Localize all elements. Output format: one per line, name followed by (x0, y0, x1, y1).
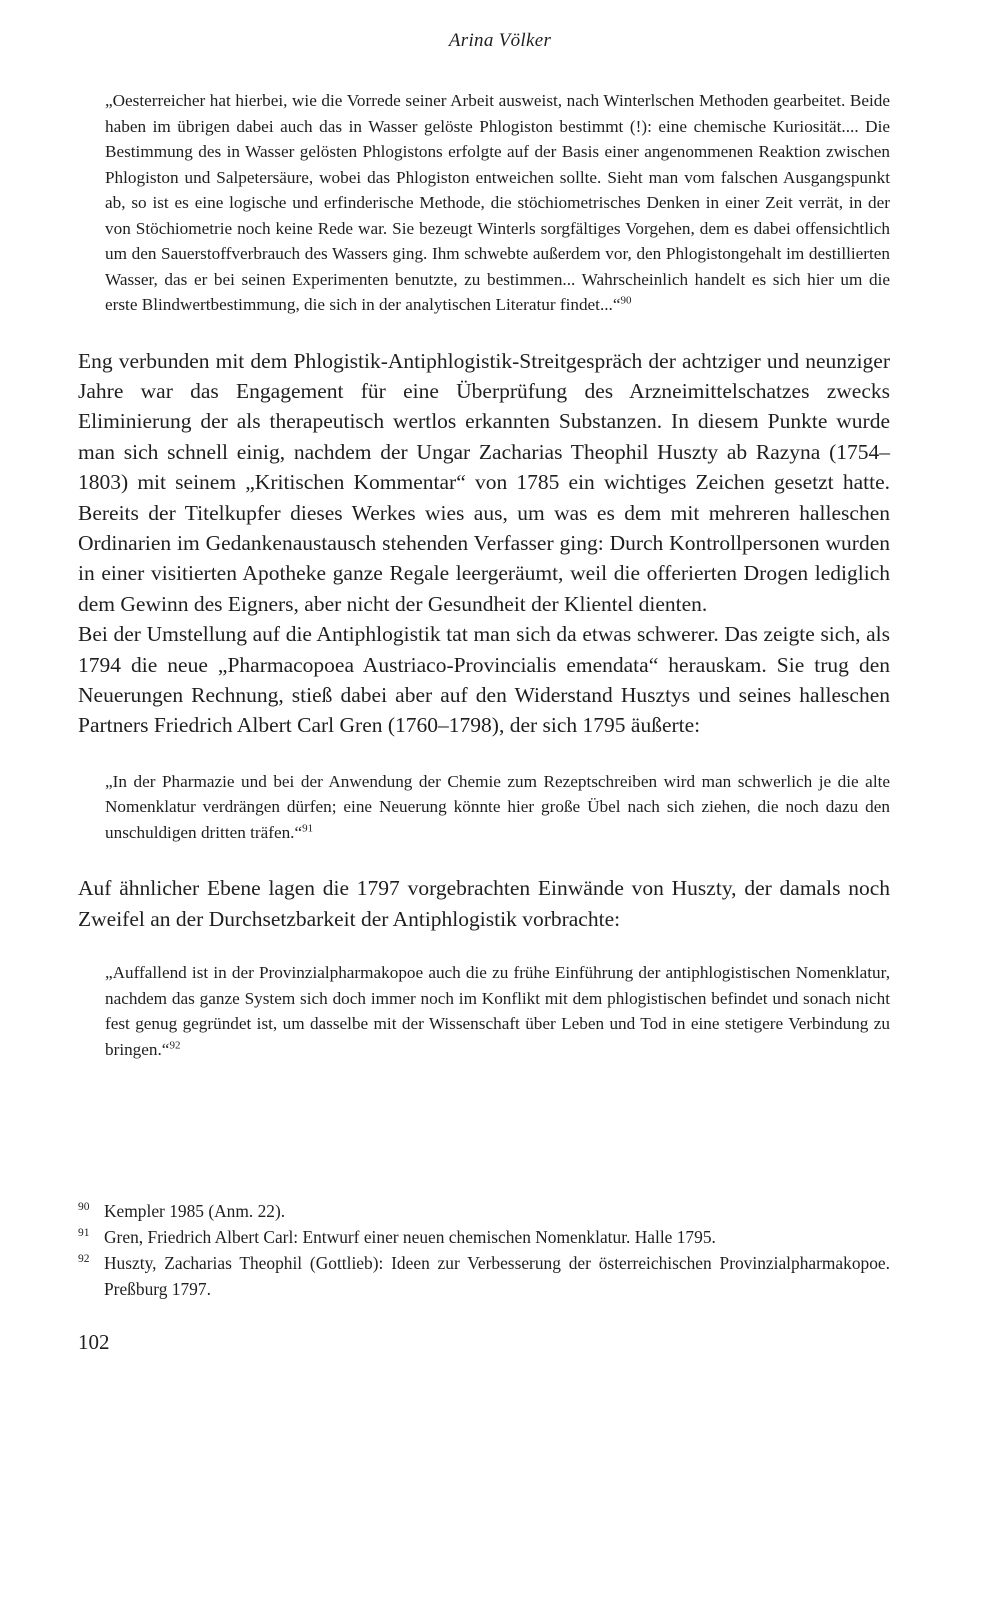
footnote (78, 1198, 890, 1224)
quote-text: „Oesterreicher hat hierbei, wie die Vorrede seiner Arbeit ausweist, nach Winterlschen Methoden gearbeitet. Beide haben im übrigen dabei auch das in Wasser gelöste Phlogiston bestimmt (!): eine chemische Kuriosität.... Die Bestimmung des in Wasser gelösten Phlogistons erfolgte auf der Basis einer angenommenen Reaktion zwischen Phlogiston und Salpetersäure, wobei das Phlogiston entweichen sollte. Sieht man vom falschen Ausgangspunkt ab, so ist es eine logische und erfinderische Methode, die stöchiometrisches Denken in einer Zeit verrät, in der von Stöchiometrie noch keine Rede war. Sie bezeugt Winterls sorgfältiges Vorgehen, dem es dabei offensichtlich um den Sauerstoffverbrauch des Wassers ging. Ihm schwebte außerdem vor, den Phlogistongehalt im destillierten Wasser, das er bei seinen Experimenten benutzte, zu bestimmen... Wahrscheinlich handelt es sich hier um die erste Blindwertbestimmung, die sich in der analytischen Literatur findet...“ (105, 91, 890, 314)
footnote (78, 1250, 890, 1302)
footnote-number: 91 (78, 1227, 90, 1239)
body-paragraph: Eng verbunden mit dem Phlogistik-Antiphlogistik-Streitgespräch der achtziger und neunziger Jahre war das Engagement für eine Überprüfung des Arzneimittelschatzes zwecks Eliminierung der als therapeutisch wertlos erkannten Substanzen. In diesem Punkte wurde man sich schnell einig, nachdem der Ungar Zacharias Theophil Huszty ab Razyna (1754–1803) mit seinem „Kritischen Kommentar“ von 1785 ein wichtiges Zeichen gesetzt hatte. Bereits der Titelkupfer dieses Werkes wies aus, um was es dem mit mehreren halleschen Ordinarien im Gedankenaustausch stehenden Verfasser ging: Durch Kontrollpersonen wurden in einer visitierten Apotheke ganze Regale leergeräumt, weil die offerierten Drogen lediglich dem Gewinn des Eigners, aber nicht der Gesundheit der Klientel dienten. (78, 348, 890, 616)
running-head: Arina Völker (448, 30, 552, 51)
block-quote (105, 960, 890, 1062)
footnote (78, 1224, 890, 1250)
main-text (78, 88, 890, 1062)
block-quote (105, 88, 890, 318)
footnote-text: Huszty, Zacharias Theophil (Gottlieb): Ideen zur Verbesserung der österreichischen Provinzialpharmakopoe. Preßburg 1797. (104, 1253, 890, 1299)
footnote-number: 92 (78, 1253, 90, 1265)
quote-text: „Auffallend ist in der Provinzialpharmakopoe auch die zu frühe Einführung der antiphlogistischen Nomenklatur, nachdem das ganze System sich doch immer noch im Konflikt mit dem phlogistischen befindet und sonach nicht fest genug gegründet ist, um dasselbe mit der Wissenschaft über Leben und Tod in eine stetigere Verbindung zu bringen.“ (105, 963, 890, 1059)
footnote-ref: 92 (169, 1038, 181, 1051)
body-paragraph: Auf ähnlicher Ebene lagen die 1797 vorgebrachten Einwände von Huszty, der damals noch Zweifel an der Durchsetzbarkeit der Antiphlogistik vorbrachte: (78, 876, 890, 931)
block-quote (105, 769, 890, 846)
body-paragraph: Bei der Umstellung auf die Antiphlogistik tat man sich da etwas schwerer. Das zeigte sich, als 1794 die neue „Pharmacopoea Austriaco-Provincialis emendata“ herauskam. Sie trug den Neuerungen Rechnung, stieß dabei aber auf den Widerstand Husztys und seines halleschen Partners Friedrich Albert Carl Gren (1760–1798), der sich 1795 äußerte: (78, 622, 890, 738)
footnotes (78, 1198, 890, 1302)
quote-text: „In der Pharmazie und bei der Anwendung der Chemie zum Rezeptschreiben wird man schwerlich je die alte Nomenklatur verdrängen dürfen; eine Neuerung könnte hier große Übel nach sich ziehen, die noch dazu den unschuldigen dritten träfen.“ (105, 771, 890, 842)
footnote-number: 90 (78, 1201, 90, 1213)
footnote-text: Kempler 1985 (Anm. 22). (104, 1201, 286, 1221)
footnote-text: Gren, Friedrich Albert Carl: Entwurf einer neuen chemischen Nomenklatur. Halle 1795. (104, 1227, 716, 1247)
footnote-ref: 90 (620, 294, 632, 307)
footnote-ref: 91 (302, 822, 314, 835)
page-number: 102 (78, 1330, 110, 1354)
